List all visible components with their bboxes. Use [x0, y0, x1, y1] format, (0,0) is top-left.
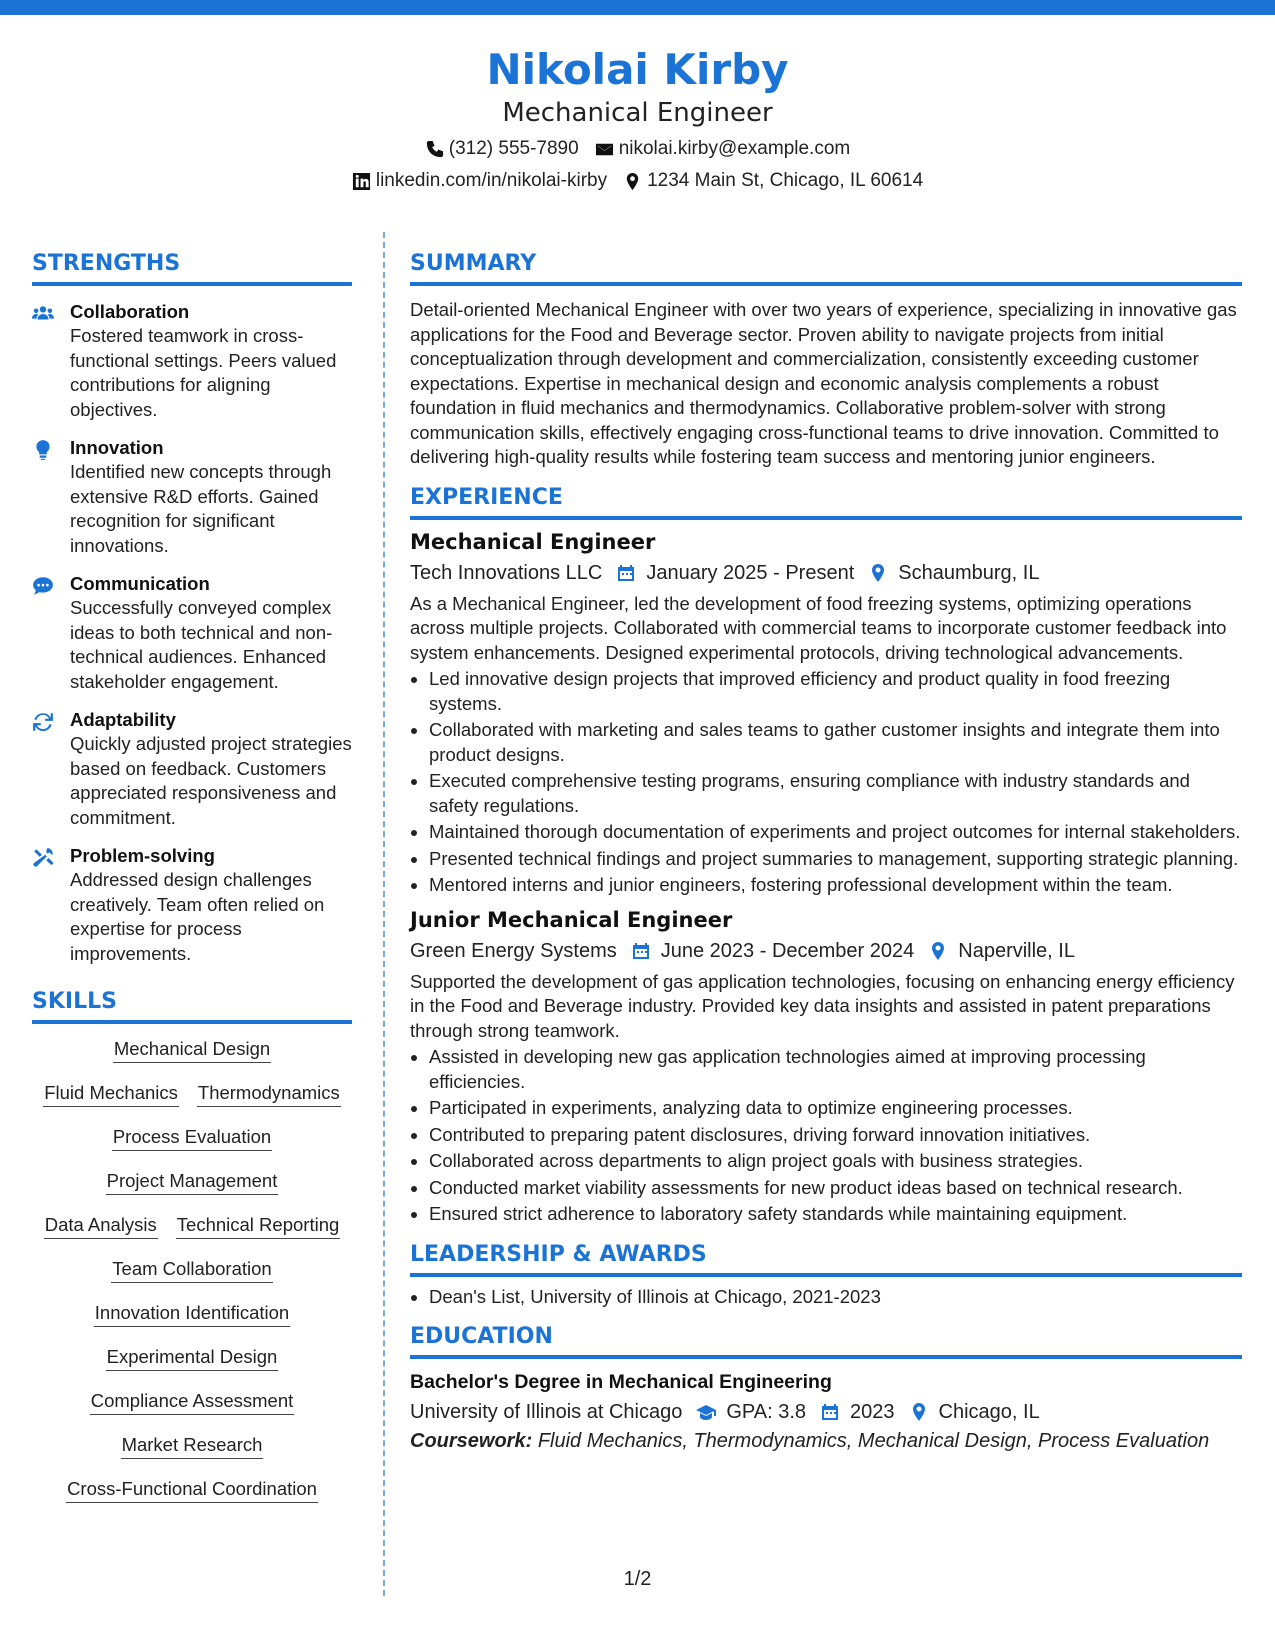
job-entry — [410, 906, 1242, 1227]
skill-tag: Data Analysis — [44, 1214, 158, 1239]
contact-address — [623, 166, 923, 196]
strength-item — [32, 572, 352, 694]
education-school: University of Illinois at Chicago — [410, 1401, 683, 1423]
leadership-list — [410, 1285, 1242, 1310]
map-pin-icon — [909, 1402, 929, 1422]
education-degree: Bachelor's Degree in Mechanical Engineering — [410, 1371, 832, 1393]
list-item: • Maintained thorough documentation of experiments and project outcomes for internal stakeholders. — [429, 820, 1242, 845]
skill-tag: Compliance Assessment — [90, 1390, 295, 1415]
job-title: Junior Mechanical Engineer — [410, 907, 733, 932]
list-item: • Led innovative design projects that improved efficiency and product quality in food freezing systems. — [429, 667, 1242, 716]
strength-item — [32, 300, 352, 422]
education-gpa: GPA: 3.8 — [726, 1401, 807, 1423]
phone-icon — [425, 140, 444, 159]
column-divider — [383, 232, 385, 1596]
experience-heading: EXPERIENCE — [410, 484, 1242, 520]
strength-item — [32, 436, 352, 558]
list-item: • Contributed to preparing patent disclosures, driving forward innovation initiatives. — [429, 1123, 1242, 1148]
skill-tag: Innovation Identification — [94, 1302, 290, 1327]
summary-heading: SUMMARY — [410, 250, 1242, 286]
skills-list — [32, 1038, 352, 1503]
contact-linkedin[interactable] — [352, 166, 607, 196]
contact-phone[interactable] — [425, 134, 579, 164]
strength-desc: Addressed design challenges creatively. Team often relied on expertise for process improvements. — [70, 869, 325, 964]
leadership-heading: LEADERSHIP & AWARDS — [410, 1241, 1242, 1277]
job-dates: June 2023 - December 2024 — [660, 939, 915, 962]
page-number: 1/2 — [623, 1568, 652, 1590]
contact-email[interactable] — [595, 134, 851, 164]
skill-tag: Market Research — [121, 1434, 264, 1459]
job-company: Tech Innovations LLC — [410, 561, 603, 584]
strength-name: Innovation — [70, 437, 164, 458]
address-text: 1234 Main St, Chicago, IL 60614 — [647, 170, 924, 191]
strength-name: Collaboration — [70, 301, 190, 322]
job-location: Naperville, IL — [958, 939, 1075, 962]
skill-tag: Thermodynamics — [197, 1082, 341, 1107]
coursework-text: Fluid Mechanics, Thermodynamics, Mechanical Design, Process Evaluation — [537, 1430, 1210, 1452]
strength-desc: Fostered teamwork in cross-functional settings. Peers valued contributions for aligning objectives. — [70, 325, 337, 420]
job-meta — [410, 558, 1242, 588]
job-meta — [410, 936, 1242, 966]
lightbulb-icon — [32, 439, 54, 461]
list-item: • Executed comprehensive testing programs, ensuring compliance with industry standards and safety regulations. — [429, 769, 1242, 818]
map-pin-icon — [868, 563, 888, 583]
strength-desc: Identified new concepts through extensive R&D efforts. Gained recognition for significant innovations. — [70, 461, 332, 556]
users-icon — [32, 303, 54, 325]
resume-header — [0, 44, 1275, 196]
job-entry — [410, 528, 1242, 898]
education-coursework — [410, 1427, 1242, 1455]
contact-row-1 — [0, 134, 1275, 164]
skill-tag: Mechanical Design — [113, 1038, 271, 1063]
strength-name: Adaptability — [70, 709, 176, 730]
education-year: 2023 — [850, 1401, 895, 1423]
skill-tag: Team Collaboration — [111, 1258, 272, 1283]
map-pin-icon — [623, 172, 642, 191]
left-column — [32, 250, 352, 1522]
strengths-heading: STRENGTHS — [32, 250, 352, 286]
linkedin-text: linkedin.com/in/nikolai-kirby — [375, 170, 608, 191]
list-item: • Presented technical findings and project summaries to management, supporting strategic planning. — [429, 847, 1242, 872]
calendar-icon — [616, 563, 636, 583]
job-company: Green Energy Systems — [410, 939, 617, 962]
list-item: • Participated in experiments, analyzing data to optimize engineering processes. — [429, 1096, 1242, 1121]
list-item: • Conducted market viability assessments for new product ideas based on technical research. — [429, 1176, 1242, 1201]
candidate-name: Nikolai Kirby — [486, 45, 789, 94]
envelope-icon — [595, 140, 614, 159]
strength-desc: Quickly adjusted project strategies based on feedback. Customers appreciated responsiveness and commitment. — [70, 733, 352, 828]
education-meta — [410, 1397, 1242, 1427]
phone-text: (312) 555-7890 — [448, 138, 579, 159]
sync-icon — [32, 711, 54, 733]
skill-tag: Project Management — [106, 1170, 279, 1195]
summary-text: Detail-oriented Mechanical Engineer with over two years of experience, specializing in innovative gas applications for the Food and Beverage sector. Proven ability to navigate projects from initial conceptualization through development and commercialization, consistently exceeding customer expectations. Expertise in mechanical design and economic analysis complements a robust foundation in fluid mechanics and thermodynamics. Collaborative problem-solver with strong communication skills, effectively engaging cross-functional teams to drive innovation. Committed to delivering high-quality results while fostering team success and mentoring junior engineers. — [410, 299, 1237, 467]
job-bullets — [410, 1045, 1242, 1227]
job-description: As a Mechanical Engineer, led the development of food freezing systems, optimizing operations across multiple projects. Collaborated with commercial teams to incorporate customer feedback into system enhancements. Designed experimental protocols, driving technological advancements. — [410, 592, 1227, 663]
job-bullets — [410, 667, 1242, 898]
education-location: Chicago, IL — [938, 1401, 1040, 1423]
candidate-role: Mechanical Engineer — [502, 98, 773, 128]
list-item: • Collaborated across departments to align project goals with business strategies. — [429, 1149, 1242, 1174]
list-item: • Dean's List, University of Illinois at Chicago, 2021-2023 — [429, 1285, 1242, 1310]
list-item: • Assisted in developing new gas application technologies aimed at improving processing efficiencies. — [429, 1045, 1242, 1094]
skill-tag: Experimental Design — [106, 1346, 279, 1371]
list-item: • Collaborated with marketing and sales teams to gather customer insights and integrate them into product designs. — [429, 718, 1242, 767]
strength-name: Problem-solving — [70, 845, 215, 866]
map-pin-icon — [928, 941, 948, 961]
tools-icon — [32, 847, 54, 869]
calendar-icon — [631, 941, 651, 961]
strength-item — [32, 844, 352, 966]
job-title: Mechanical Engineer — [410, 529, 656, 554]
contact-row-2 — [0, 166, 1275, 196]
right-column — [410, 250, 1242, 1455]
linkedin-icon — [352, 172, 371, 191]
strength-name: Communication — [70, 573, 210, 594]
chat-icon — [32, 575, 54, 597]
top-accent-bar — [0, 0, 1275, 15]
skill-tag: Process Evaluation — [112, 1126, 272, 1151]
job-description: Supported the development of gas application technologies, focusing on enhancing energy efficiency in the Food and Beverage industry. Provided key data insights and assisted in patent preparations through strong teamwork. — [410, 970, 1235, 1041]
calendar-icon — [820, 1402, 840, 1422]
skill-tag: Fluid Mechanics — [43, 1082, 179, 1107]
skill-tag: Technical Reporting — [176, 1214, 340, 1239]
skills-heading: SKILLS — [32, 988, 352, 1024]
list-item: • Ensured strict adherence to laboratory safety standards while maintaining equipment. — [429, 1202, 1242, 1227]
skill-tag: Cross-Functional Coordination — [66, 1478, 318, 1503]
list-item: • Mentored interns and junior engineers, fostering professional development within the team. — [429, 873, 1242, 898]
email-text: nikolai.kirby@example.com — [618, 138, 851, 159]
graduation-cap-icon — [696, 1402, 716, 1422]
education-heading: EDUCATION — [410, 1323, 1242, 1359]
strength-desc: Successfully conveyed complex ideas to both technical and non-technical audiences. Enhanced stakeholder engagement. — [70, 597, 333, 692]
job-dates: January 2025 - Present — [646, 561, 855, 584]
strength-item — [32, 708, 352, 830]
coursework-label: Coursework: — [410, 1430, 533, 1452]
job-location: Schaumburg, IL — [898, 561, 1040, 584]
